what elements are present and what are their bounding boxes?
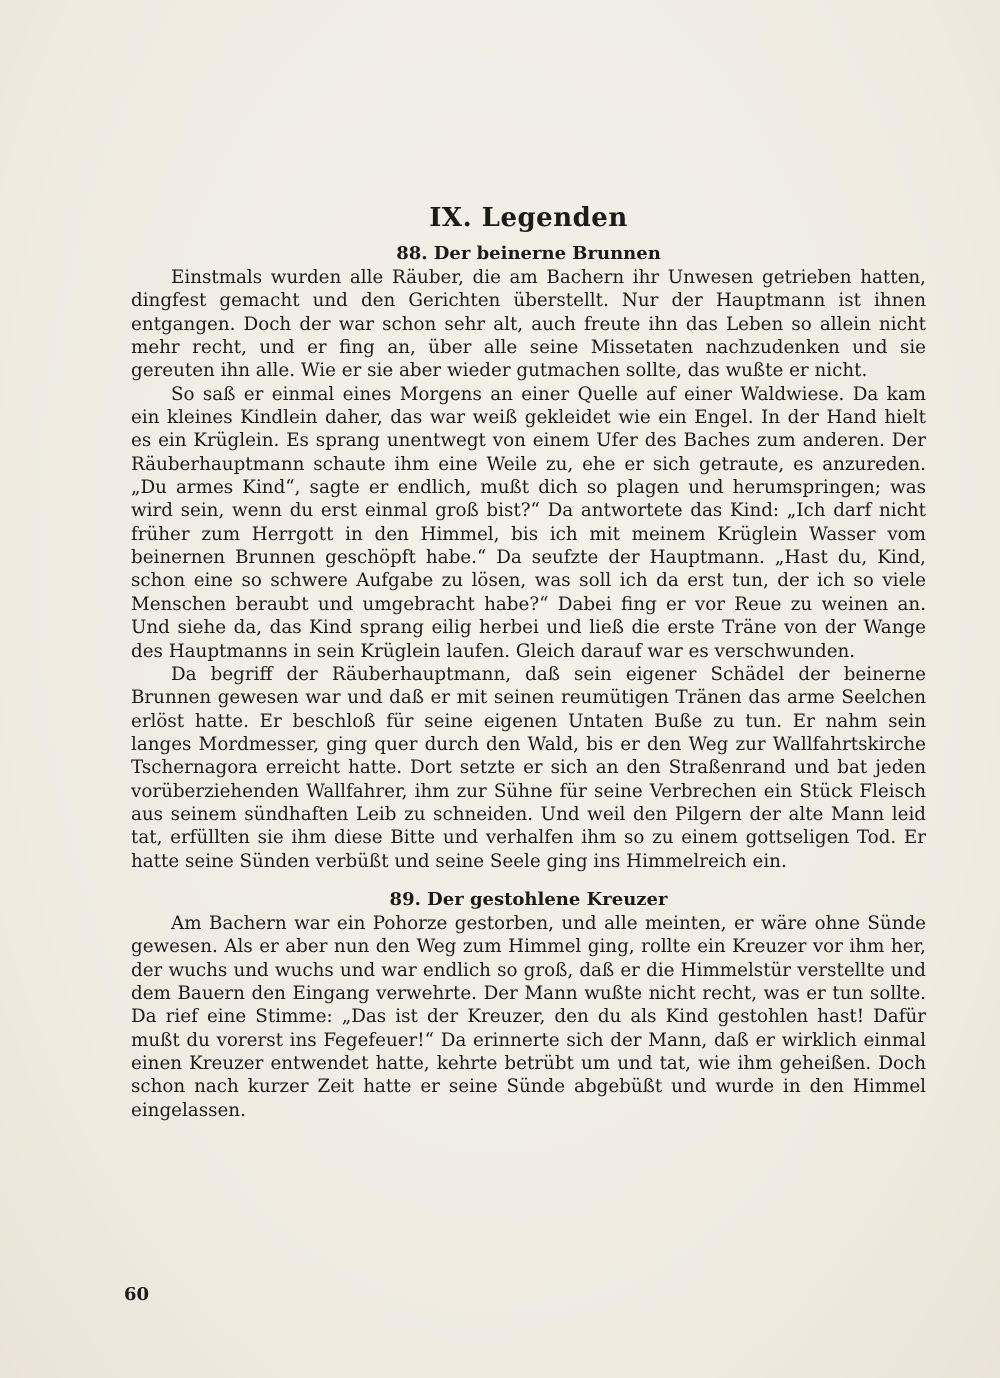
- section-title: 88. Der beinerne Brunnen: [396, 243, 661, 264]
- section-title: 89. Der gestohlene Kreuzer: [389, 888, 668, 910]
- paragraph: Da begriff der Räuberhauptmann, daß sein eigener Schädel der beinerne Brunnen gewesen war und daß er mit seinen reumütigen Tränen das arme Seelchen erlöst hatte. Er beschloß für seine eigenen Untaten Buße zu tun. Er nahm sein langes Mordmesser, ging quer durch den Wald, bis er den Weg zur Wallfahrtskirche Tschernagora erreicht hatte. Dort setzte er sich an den Straßenrand und bat jeden vorüberziehenden Wallfahrer, ihm zur Sühne für seine Verbrechen ein Stück Fleisch aus seinem sündhaften Leib zu schneiden. Und weil den Pilgern der alte Mann leid tat, erfüllten sie ihm diese Bitte und verhalfen ihm so zu einem gottseligen Tod. Er hatte seine Sünden verbüßt und seine Seele ging ins Himmelreich ein.: [131, 663, 926, 872]
- paragraph: Am Bachern war ein Pohorze gestorben, und alle meinten, er wäre ohne Sünde gewesen. Als er aber nun den Weg zum Himmel ging, rollte ein Kreuzer vor ihm her, der wuchs und wuchs und war endlich so groß, daß er die Himmelstür verstellte und dem Bauern den Eingang verwehrte. Der Mann wußte nicht recht, was er tun sollte. Da rief eine Stimme: „Das ist der Kreuzer, den du als Kind gestohlen hast! Dafür mußt du vorerst ins Fegefeuer!“ Da erinnerte sich der Mann, daß er wirklich einmal einen Kreuzer entwendet hatte, kehrte betrübt um und tat, wie ihm geheißen. Doch schon nach kurzer Zeit hatte er seine Sünde abgebüßt und wurde in den Himmel eingelassen.: [131, 912, 926, 1121]
- paragraph: So saß er einmal eines Morgens an einer Quelle auf einer Waldwiese. Da kam ein kleines Kindlein daher, das war weiß gekleidet wie ein Engel. In der Hand hielt es ein Krüglein. Es sprang unentwegt von einem Ufer des Baches zum anderen. Der Räuberhauptmann schaute ihm eine Weile zu, ehe er sich getraute, es anzureden. „Du armes Kind“, sagte er endlich, mußt dich so plagen und herumspringen; was wird sein, wenn du erst einmal groß bist?“ Da antwortete das Kind: „Ich darf nicht früher zum Herrgott in den Himmel, bis ich mit meinem Krüglein Wasser vom beinernen Brunnen geschöpft habe.“ Da seufzte der Hauptmann. „Hast du, Kind, schon eine so schwere Aufgabe zu lösen, was soll ich da erst tun, der ich so viele Menschen beraubt und umgebracht habe?“ Dabei fing er vor Reue zu weinen an. Und siehe da, das Kind sprang eilig herbei und ließ die erste Träne von der Wange des Hauptmanns in sein Krüglein laufen. Gleich darauf war es verschwunden.: [131, 383, 926, 662]
- chapter-title: IX. Legenden: [429, 203, 628, 233]
- page-content: [131, 203, 926, 1122]
- paragraph: Einstmals wurden alle Räuber, die am Bachern ihr Unwesen getrieben hatten, dingfest gemacht und den Gerichten überstellt. Nur der Hauptmann ist ihnen entgangen. Doch der war schon sehr alt, auch freute ihn das Leben so allein nicht mehr recht, und er fing an, über alle seine Missetaten nachzudenken und sie gereuten ihn alle. Wie er sie aber wieder gutmachen sollte, das wußte er nicht.: [131, 267, 926, 382]
- page-number: 60: [124, 1284, 150, 1305]
